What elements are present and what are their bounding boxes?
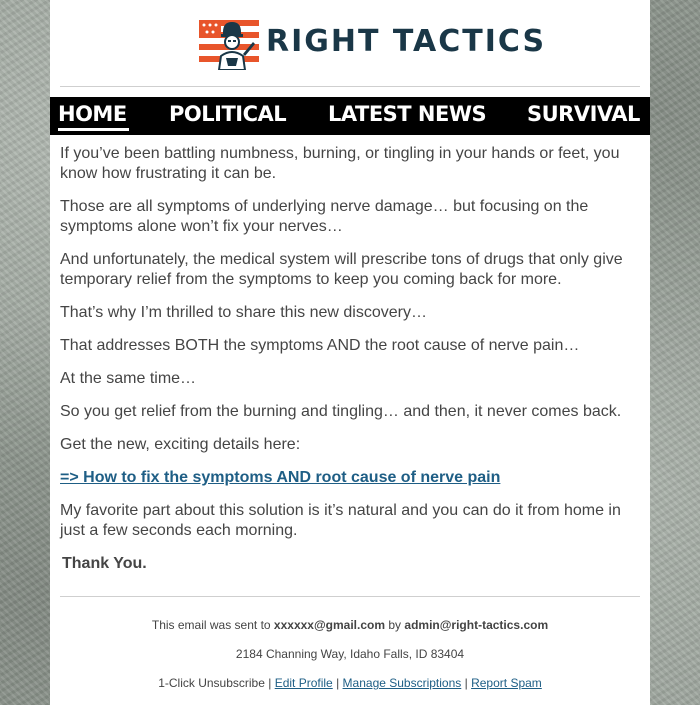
brand-name: RIGHT TACTICS xyxy=(266,24,547,59)
separator: | xyxy=(336,676,340,690)
separator: | xyxy=(268,676,272,690)
separator: | xyxy=(464,676,468,690)
main-navigation xyxy=(50,97,650,135)
footer-divider xyxy=(60,596,640,597)
background-texture-right xyxy=(650,0,700,705)
body-paragraph: If you’ve been battling numbness, burning, or tingling in your hands or feet, you know how frustrating it can be. xyxy=(60,145,620,182)
email-container xyxy=(50,0,650,705)
nav-item-political[interactable]: POLITICAL xyxy=(169,102,287,126)
header-divider xyxy=(60,86,640,87)
body-paragraph: So you get relief from the burning and tingling… and then, it never comes back. xyxy=(60,403,622,420)
by-word: by xyxy=(388,618,402,632)
cta-link[interactable]: => How to fix the symptoms AND root cause of nerve pain xyxy=(60,469,501,486)
footer-links xyxy=(50,675,650,691)
nav-item-survival[interactable]: SURVIVAL xyxy=(527,102,640,126)
body-paragraph: That addresses BOTH the symptoms AND the root cause of nerve pain… xyxy=(60,337,580,354)
nav-item-home[interactable]: HOME xyxy=(58,102,127,126)
footer-address: 2184 Channing Way, Idaho Falls, ID 83404 xyxy=(235,647,465,661)
unsubscribe-link[interactable]: 1-Click Unsubscribe xyxy=(158,676,265,690)
sent-prefix: This email was sent to xyxy=(151,618,271,632)
closing-paragraph: My favorite part about this solution is it’s natural and you can do it from home in just a few seconds each morning. xyxy=(60,502,621,539)
body-paragraph: At the same time… xyxy=(60,370,197,387)
nav-item-latest-news[interactable]: LATEST NEWS xyxy=(328,102,487,126)
sender-email: admin@right-tactics.com xyxy=(404,618,549,632)
body-paragraph: Get the new, exciting details here: xyxy=(60,436,301,453)
edit-profile-link[interactable]: Edit Profile xyxy=(274,676,333,690)
manage-subscriptions-link[interactable]: Manage Subscriptions xyxy=(342,676,462,690)
email-body xyxy=(60,144,640,587)
header-logo[interactable] xyxy=(50,14,650,72)
recipient-email: xxxxxx@gmail.com xyxy=(273,618,386,632)
body-paragraph: And unfortunately, the medical system will prescribe tons of drugs that only give temporary relief from the symptoms to keep you coming back for more. xyxy=(60,251,623,288)
sign-off: Thank You. xyxy=(62,555,147,572)
footer-sent-line xyxy=(50,617,650,633)
background-texture-left xyxy=(0,0,50,705)
cta-paragraph xyxy=(60,468,640,488)
report-spam-link[interactable]: Report Spam xyxy=(471,676,542,690)
soldier-flag-logo-icon xyxy=(199,14,259,70)
nav-active-indicator xyxy=(58,128,129,131)
body-paragraph: Those are all symptoms of underlying nerve damage… but focusing on the symptoms alone won’t fix your nerves… xyxy=(60,198,589,235)
body-paragraph: That’s why I’m thrilled to share this new discovery… xyxy=(60,304,427,321)
